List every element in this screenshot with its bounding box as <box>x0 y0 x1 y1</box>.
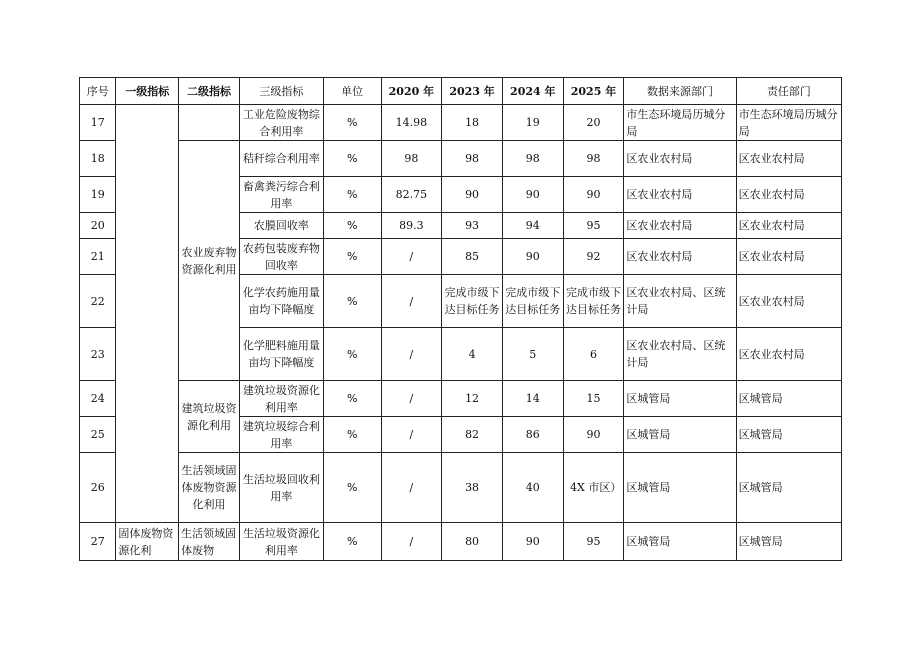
value-2023: 18 <box>442 105 503 141</box>
value-2025: 4X 市区） <box>563 453 624 523</box>
source-cell: 市生态环境局历城分局 <box>624 105 736 141</box>
source-cell: 区城管局 <box>624 381 736 417</box>
level2-cell: 生活领域固体废物 <box>179 523 240 561</box>
value-2020: 89.3 <box>381 213 442 239</box>
value-2020: / <box>381 275 442 328</box>
unit-cell: % <box>323 239 381 275</box>
value-2024: 14 <box>502 381 563 417</box>
value-2025: 90 <box>563 417 624 453</box>
table-row <box>80 523 842 561</box>
level3-cell: 农膜回收率 <box>239 213 323 239</box>
value-2025: 完成市级下达目标任务 <box>563 275 624 328</box>
row-no: 19 <box>80 177 116 213</box>
level3-cell: 化学肥料施用量亩均下降幅度 <box>239 328 323 381</box>
unit-cell: % <box>323 213 381 239</box>
level3-cell: 秸秆综合利用率 <box>239 141 323 177</box>
value-2025: 90 <box>563 177 624 213</box>
value-2024: 90 <box>502 177 563 213</box>
header-2024: 2024 年 <box>502 78 563 105</box>
unit-cell: % <box>323 105 381 141</box>
unit-cell: % <box>323 328 381 381</box>
header-unit: 单位 <box>323 78 381 105</box>
value-2023: 完成市级下达目标任务 <box>442 275 503 328</box>
row-no: 24 <box>80 381 116 417</box>
value-2023: 12 <box>442 381 503 417</box>
header-level1: 一级指标 <box>116 78 179 105</box>
table-row <box>80 141 842 177</box>
dept-cell: 区农业农村局 <box>736 275 841 328</box>
value-2024: 5 <box>502 328 563 381</box>
source-cell: 区农业农村局、区统计局 <box>624 275 736 328</box>
value-2020: 98 <box>381 141 442 177</box>
value-2023: 80 <box>442 523 503 561</box>
dept-cell: 区城管局 <box>736 523 841 561</box>
dept-cell: 市生态环境局历城分局 <box>736 105 841 141</box>
row-no: 21 <box>80 239 116 275</box>
unit-cell: % <box>323 141 381 177</box>
level3-cell: 建筑垃圾资源化利用率 <box>239 381 323 417</box>
row-no: 26 <box>80 453 116 523</box>
row-no: 18 <box>80 141 116 177</box>
value-2023: 82 <box>442 417 503 453</box>
value-2025: 92 <box>563 239 624 275</box>
value-2020: / <box>381 523 442 561</box>
unit-cell: % <box>323 453 381 523</box>
value-2020: / <box>381 381 442 417</box>
level3-cell: 畜禽粪污综合利用率 <box>239 177 323 213</box>
level3-cell: 工业危险废物综合利用率 <box>239 105 323 141</box>
table-row <box>80 381 842 417</box>
value-2024: 90 <box>502 239 563 275</box>
header-dept: 责任部门 <box>736 78 841 105</box>
level2-cell <box>179 105 240 141</box>
dept-cell: 区农业农村局 <box>736 213 841 239</box>
unit-cell: % <box>323 177 381 213</box>
value-2024: 94 <box>502 213 563 239</box>
source-cell: 区农业农村局 <box>624 141 736 177</box>
dept-cell: 区农业农村局 <box>736 141 841 177</box>
level3-cell: 化学农药施用量亩均下降幅度 <box>239 275 323 328</box>
level2-cell: 建筑垃圾资源化利用 <box>179 381 240 453</box>
level2-cell: 生活领域固体废物资源化利用 <box>179 453 240 523</box>
value-2024: 86 <box>502 417 563 453</box>
header-2023: 2023 年 <box>442 78 503 105</box>
value-2025: 20 <box>563 105 624 141</box>
value-2020: / <box>381 417 442 453</box>
level3-cell: 生活垃圾资源化利用率 <box>239 523 323 561</box>
value-2024: 40 <box>502 453 563 523</box>
row-no: 27 <box>80 523 116 561</box>
level3-cell: 农药包装废弃物回收率 <box>239 239 323 275</box>
row-no: 23 <box>80 328 116 381</box>
value-2025: 95 <box>563 523 624 561</box>
row-no: 20 <box>80 213 116 239</box>
header-no: 序号 <box>80 78 116 105</box>
value-2023: 90 <box>442 177 503 213</box>
level1-cell: 固体废物资源化利 <box>116 523 179 561</box>
table-row <box>80 453 842 523</box>
row-no: 25 <box>80 417 116 453</box>
source-cell: 区农业农村局 <box>624 213 736 239</box>
value-2024: 19 <box>502 105 563 141</box>
value-2023: 98 <box>442 141 503 177</box>
header-level2: 二级指标 <box>179 78 240 105</box>
row-no: 22 <box>80 275 116 328</box>
header-2025: 2025 年 <box>563 78 624 105</box>
source-cell: 区城管局 <box>624 417 736 453</box>
value-2020: / <box>381 328 442 381</box>
value-2024: 90 <box>502 523 563 561</box>
source-cell: 区城管局 <box>624 523 736 561</box>
value-2025: 15 <box>563 381 624 417</box>
row-no: 17 <box>80 105 116 141</box>
header-2020: 2020 年 <box>381 78 442 105</box>
source-cell: 区农业农村局、区统计局 <box>624 328 736 381</box>
value-2024: 完成市级下达目标任务 <box>502 275 563 328</box>
value-2024: 98 <box>502 141 563 177</box>
value-2020: / <box>381 453 442 523</box>
unit-cell: % <box>323 381 381 417</box>
header-row <box>80 78 842 105</box>
value-2020: 14.98 <box>381 105 442 141</box>
source-cell: 区农业农村局 <box>624 239 736 275</box>
dept-cell: 区农业农村局 <box>736 177 841 213</box>
dept-cell: 区城管局 <box>736 453 841 523</box>
dept-cell: 区城管局 <box>736 381 841 417</box>
unit-cell: % <box>323 417 381 453</box>
dept-cell: 区农业农村局 <box>736 328 841 381</box>
unit-cell: % <box>323 523 381 561</box>
value-2023: 4 <box>442 328 503 381</box>
table-row <box>80 105 842 141</box>
value-2020: / <box>381 239 442 275</box>
header-source: 数据来源部门 <box>624 78 736 105</box>
dept-cell: 区城管局 <box>736 417 841 453</box>
value-2023: 38 <box>442 453 503 523</box>
indicator-table <box>79 77 842 561</box>
value-2025: 98 <box>563 141 624 177</box>
value-2023: 93 <box>442 213 503 239</box>
source-cell: 区农业农村局 <box>624 177 736 213</box>
header-level3: 三级指标 <box>239 78 323 105</box>
value-2025: 6 <box>563 328 624 381</box>
level1-cell <box>116 105 179 523</box>
value-2020: 82.75 <box>381 177 442 213</box>
level3-cell: 生活垃圾回收利用率 <box>239 453 323 523</box>
level2-cell: 农业废弃物资源化利用 <box>179 141 240 381</box>
level3-cell: 建筑垃圾综合利用率 <box>239 417 323 453</box>
dept-cell: 区农业农村局 <box>736 239 841 275</box>
value-2023: 85 <box>442 239 503 275</box>
value-2025: 95 <box>563 213 624 239</box>
source-cell: 区城管局 <box>624 453 736 523</box>
unit-cell: % <box>323 275 381 328</box>
